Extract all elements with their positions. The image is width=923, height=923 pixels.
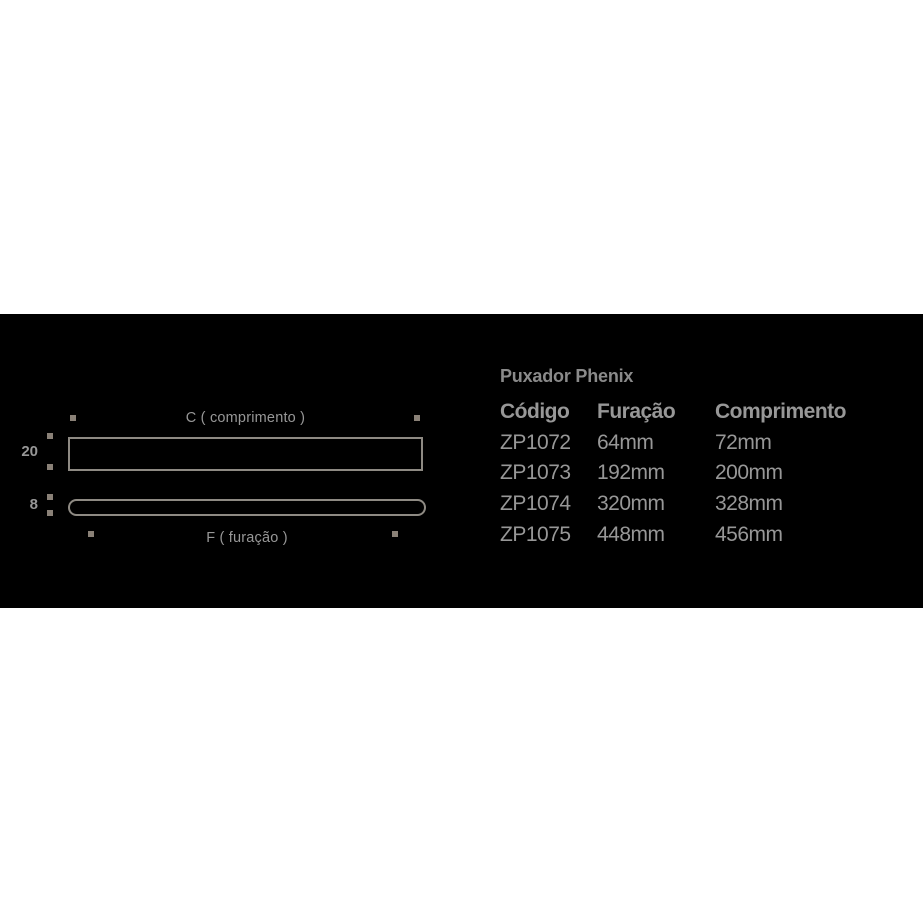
dimension-marker-icon [47,494,53,500]
holes-dimension-label: F ( furação ) [206,530,288,546]
table-cell-comprimento: 456mm [715,522,783,546]
table-cell-comprimento: 72mm [715,430,772,454]
table-cell-comprimento: 200mm [715,461,783,485]
column-header-comprimento: Comprimento [715,400,846,423]
dimension-marker-icon [414,415,420,421]
dimension-diagram [0,314,460,608]
dimension-marker-icon [70,415,76,421]
column-header-codigo: Código [500,400,570,423]
handle-front-view [68,437,423,471]
column-header-furacao: Furação [597,400,676,423]
front-height-value: 20 [21,443,38,460]
handle-profile-view [68,499,426,516]
table-cell-furacao: 64mm [597,430,654,454]
profile-height-value: 8 [29,496,38,513]
table-cell-furacao: 320mm [597,492,665,516]
table-cell-comprimento: 328mm [715,492,783,516]
spec-table [500,400,900,553]
table-cell-codigo: ZP1074 [500,492,571,516]
dimension-marker-icon [47,510,53,516]
table-cell-furacao: 448mm [597,522,665,546]
product-spec-panel [500,366,900,553]
length-dimension-label: C ( comprimento ) [185,410,306,426]
table-cell-codigo: ZP1075 [500,522,571,546]
product-title: Puxador Phenix [500,366,634,386]
table-cell-furacao: 192mm [597,461,665,485]
dimension-marker-icon [47,464,53,470]
dimension-marker-icon [47,433,53,439]
table-cell-codigo: ZP1072 [500,430,571,454]
table-cell-codigo: ZP1073 [500,461,571,485]
product-info-band [0,314,923,608]
